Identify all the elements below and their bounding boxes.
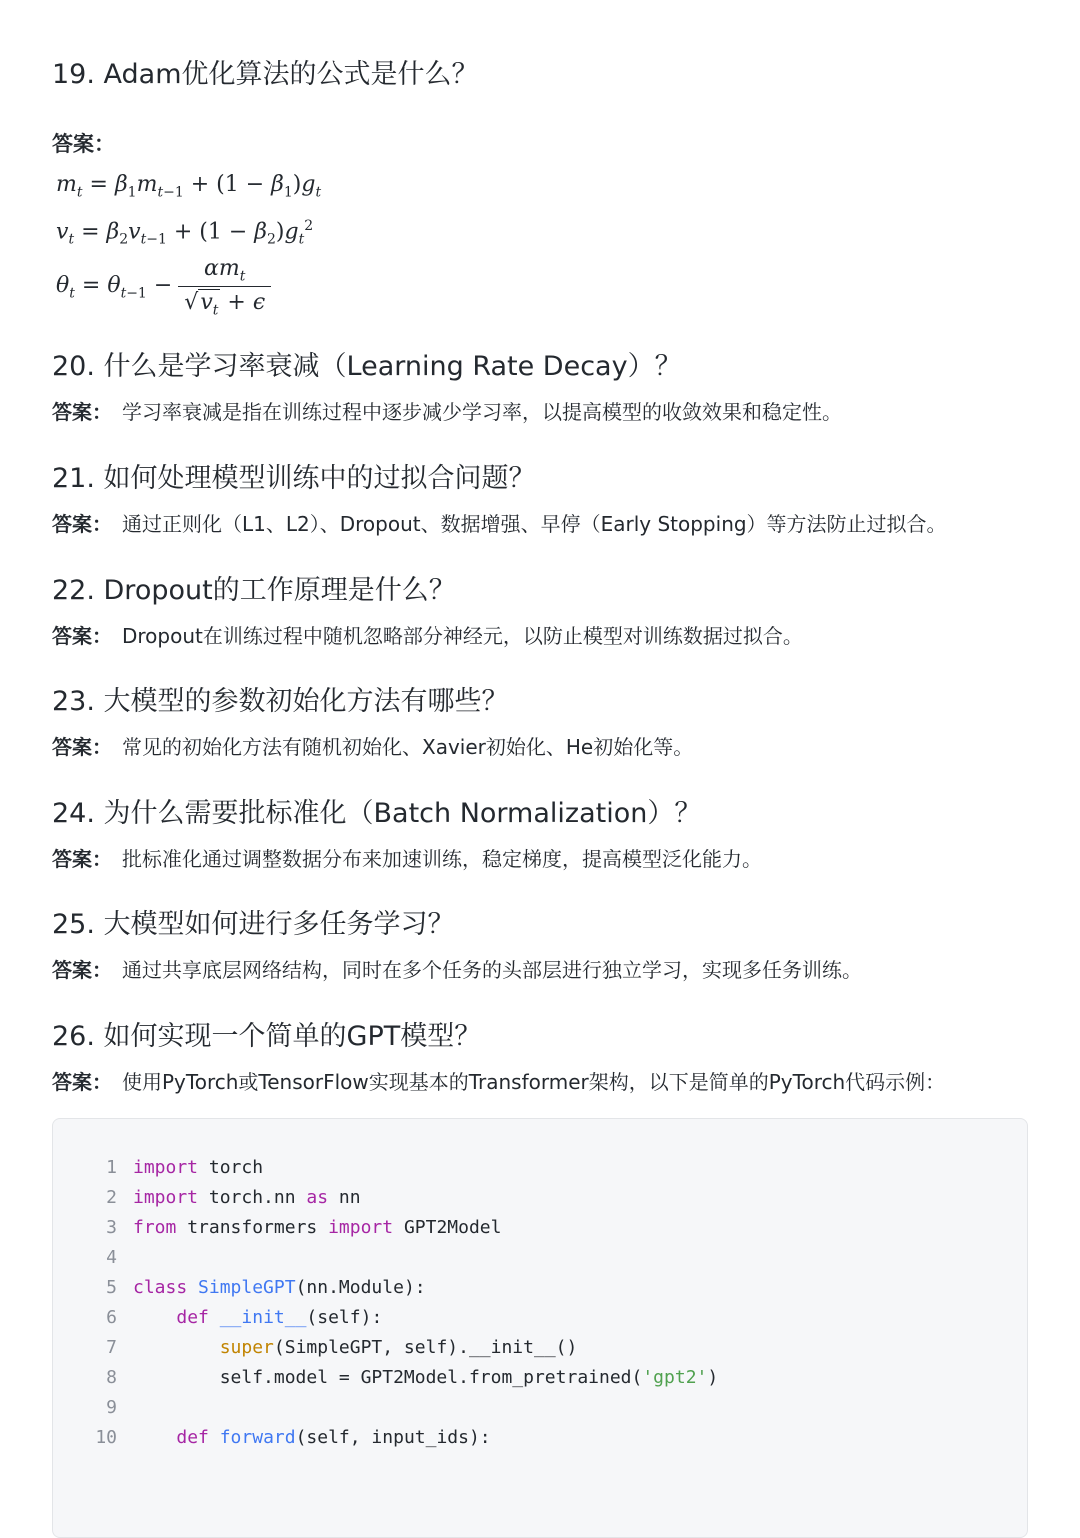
code-line-2	[53, 1183, 361, 1213]
answer-22	[52, 620, 803, 649]
code-text: nn	[328, 1187, 361, 1208]
answer-21	[52, 508, 947, 537]
answer-25-text: 通过共享底层网络结构，同时在多个任务的头部层进行独立学习，实现多任务训练。	[122, 958, 862, 982]
answer-24-text: 批标准化通过调整数据分布来加速训练，稳定梯度，提高模型泛化能力。	[122, 847, 762, 871]
answer-20	[52, 396, 842, 425]
code-line-9	[53, 1393, 133, 1423]
line-number: 10	[95, 1427, 117, 1448]
code-indent	[133, 1427, 176, 1448]
answer-23	[52, 731, 693, 760]
question-24-title: 24. 为什么需要批标准化（Batch Normalization）？	[52, 798, 702, 829]
formula-v: $v_t = \beta_2v_{t-1} + (1 - \beta_2)g_t^2$	[56, 218, 314, 248]
code-line-1	[53, 1153, 263, 1183]
question-26-title: 26. 如何实现一个简单的GPT模型？	[52, 1021, 482, 1052]
code-line-10	[53, 1423, 491, 1453]
question-21-title: 21. 如何处理模型训练中的过拟合问题？	[52, 463, 536, 494]
question-19-title: 19. Adam优化算法的公式是什么？	[52, 59, 479, 90]
code-text: torch	[198, 1157, 264, 1178]
answer-label: 答案：	[52, 958, 112, 982]
answer-24	[52, 843, 762, 872]
line-number: 8	[106, 1367, 117, 1388]
answer-label: 答案：	[52, 1070, 112, 1094]
code-keyword: as	[306, 1187, 329, 1208]
question-25-title: 25. 大模型如何进行多任务学习？	[52, 909, 455, 940]
code-keyword: import	[133, 1157, 199, 1178]
answer-21-text: 通过正则化（L1、L2）、Dropout、数据增强、早停（Early Stopping）等方法防止过拟合。	[122, 512, 947, 536]
answer-20-text: 学习率衰减是指在训练过程中逐步减少学习率，以提高模型的收敛效果和稳定性。	[122, 400, 842, 424]
code-line-6	[53, 1303, 382, 1333]
line-number: 1	[106, 1157, 117, 1178]
answer-25	[52, 954, 862, 983]
code-text: (nn.Module):	[295, 1277, 426, 1298]
code-class-name: SimpleGPT	[198, 1277, 296, 1298]
answer-label: 答案：	[52, 624, 112, 648]
answer-label: 答案：	[52, 400, 112, 424]
question-23-title: 23. 大模型的参数初始化方法有哪些？	[52, 686, 509, 717]
code-keyword: def	[176, 1427, 209, 1448]
line-number: 5	[106, 1277, 117, 1298]
code-line-8	[53, 1363, 718, 1393]
code-line-4	[53, 1243, 133, 1273]
code-text: transformers	[176, 1217, 329, 1238]
code-function-name: __init__	[219, 1307, 307, 1328]
code-function-name: forward	[219, 1427, 296, 1448]
line-number: 6	[106, 1307, 117, 1328]
code-text: GPT2Model	[393, 1217, 502, 1238]
code-line-7	[53, 1333, 577, 1363]
line-number: 3	[106, 1217, 117, 1238]
answer-label: 答案：	[52, 735, 112, 759]
code-text: self.model = GPT2Model.from_pretrained(	[133, 1367, 643, 1388]
answer-26	[52, 1066, 945, 1095]
code-keyword: def	[176, 1307, 209, 1328]
code-text	[187, 1277, 198, 1298]
line-number: 4	[106, 1247, 117, 1268]
line-number: 7	[106, 1337, 117, 1358]
answer-26-text: 使用PyTorch或TensorFlow实现基本的Transformer架构，以下是简单的PyTorch代码示例：	[122, 1070, 946, 1094]
answer-22-text: Dropout在训练过程中随机忽略部分神经元，以防止模型对训练数据过拟合。	[122, 624, 803, 648]
answer-23-text: 常见的初始化方法有随机初始化、Xavier初始化、He初始化等。	[122, 735, 694, 759]
code-builtin: super	[219, 1337, 274, 1358]
code-keyword: from	[133, 1217, 177, 1238]
line-number: 2	[106, 1187, 117, 1208]
code-keyword: import	[328, 1217, 394, 1238]
code-line-3	[53, 1213, 501, 1243]
code-text: (self):	[306, 1307, 383, 1328]
code-block[interactable]	[52, 1118, 1028, 1538]
code-text	[209, 1427, 220, 1448]
code-text: )	[707, 1367, 719, 1388]
code-keyword: import	[133, 1187, 199, 1208]
code-keyword: class	[133, 1277, 188, 1298]
question-20-title: 20. 什么是学习率衰减（Learning Rate Decay）？	[52, 351, 682, 382]
code-indent	[133, 1307, 176, 1328]
code-text	[209, 1307, 220, 1328]
code-indent	[133, 1337, 220, 1358]
code-text: (SimpleGPT, self).__init__()	[273, 1337, 578, 1358]
question-22-title: 22. Dropout的工作原理是什么？	[52, 575, 456, 606]
code-string: 'gpt2'	[642, 1367, 708, 1388]
formula-m: $m_t = \beta_1m_{t-1} + (1 - \beta_1)g_t$	[56, 172, 322, 201]
code-text: (self, input_ids):	[295, 1427, 491, 1448]
line-number: 9	[106, 1397, 117, 1418]
formula-theta: $\theta_t = \theta_{t-1}$ − $\frac{\alpha m_t}{√v_t + \epsilon}$	[56, 256, 271, 319]
answer-label: 答案：	[52, 512, 112, 536]
code-text: torch.nn	[198, 1187, 307, 1208]
code-line-5	[53, 1273, 426, 1303]
answer-label: 答案：	[52, 132, 115, 156]
answer-label: 答案：	[52, 847, 112, 871]
